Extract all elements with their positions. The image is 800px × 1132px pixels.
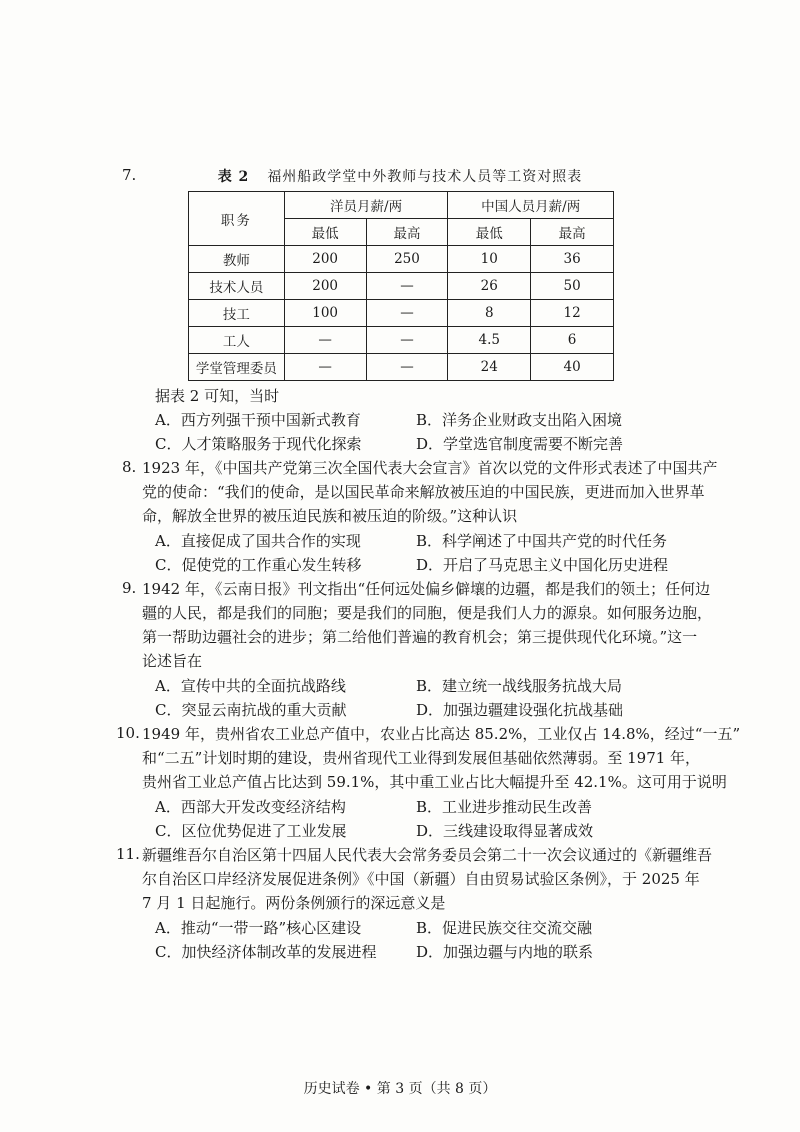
- question-8-number: 8.: [122, 458, 137, 476]
- question-9-option-a[interactable]: A．宣传中共的全面抗战路线: [155, 677, 346, 695]
- table-label: 表 2: [217, 169, 250, 185]
- row-chinese-min: 4.5: [448, 327, 531, 354]
- row-foreign-min: 200: [284, 246, 366, 273]
- row-chinese-max: 40: [531, 354, 614, 381]
- question-10-option-d[interactable]: D．三线建设取得显著成效: [416, 822, 594, 840]
- question-10-line: 贵州省工业总产值占比达到 59.1%，其中重工业占比大幅提升至 42.1%。这可用于说明: [142, 773, 727, 791]
- row-chinese-max: 36: [531, 246, 614, 273]
- row-foreign-max: —: [366, 300, 448, 327]
- wage-table: [188, 191, 614, 381]
- question-10-line: 1949 年，贵州省农工业总产值中，农业占比高达 85.2%，工业仅占 14.8%，经过“一五”: [142, 725, 741, 743]
- row-role: 技工: [189, 300, 285, 327]
- row-role: 工人: [189, 327, 285, 354]
- table-title: [0, 166, 800, 186]
- row-chinese-min: 26: [448, 273, 531, 300]
- question-9-number: 9.: [122, 579, 137, 597]
- sub-foreign-max: 最高: [366, 219, 448, 246]
- table-row: [189, 246, 614, 273]
- page-footer: 历史试卷 • 第 3 页（共 8 页）: [303, 1081, 497, 1097]
- header-foreign: 洋员月薪/两: [284, 192, 448, 219]
- table-row: [189, 300, 614, 327]
- row-foreign-max: —: [366, 273, 448, 300]
- question-9-line: 1942 年，《云南日报》刊文指出“任何远处偏乡僻壤的边疆，都是我们的领土；任何边: [142, 580, 711, 598]
- question-7-option-b[interactable]: B．洋务企业财政支出陷入困境: [416, 411, 623, 429]
- question-10-option-a[interactable]: A．西部大开发改变经济结构: [155, 798, 346, 816]
- header-role: 职务: [189, 192, 285, 246]
- row-role: 技术人员: [189, 273, 285, 300]
- row-foreign-min: 200: [284, 273, 366, 300]
- row-chinese-max: 12: [531, 300, 614, 327]
- row-foreign-min: —: [284, 327, 366, 354]
- row-chinese-min: 24: [448, 354, 531, 381]
- question-10-number: 10.: [116, 724, 140, 742]
- table-row: [189, 354, 614, 381]
- question-8-line: 命，解放全世界的被压迫民族和被压迫的阶级。”这种认识: [142, 507, 518, 525]
- row-foreign-min: —: [284, 354, 366, 381]
- question-9-line: 论述旨在: [142, 652, 203, 670]
- question-11-line: 7 月 1 日起施行。两份条例颁行的深远意义是: [142, 894, 446, 912]
- question-7-option-a[interactable]: A．西方列强干预中国新式教育: [155, 411, 361, 429]
- question-9-option-c[interactable]: C．突显云南抗战的重大贡献: [155, 701, 347, 719]
- question-8-option-a[interactable]: A．直接促成了国共合作的实现: [155, 532, 361, 550]
- table-title-text: 福州船政学堂中外教师与技术人员等工资对照表: [267, 169, 583, 185]
- question-7-stem: 据表 2 可知，当时: [155, 387, 280, 405]
- sub-chinese-min: 最低: [448, 219, 531, 246]
- question-10-line: 和“二五”计划时期的建设，贵州省现代工业得到发展但基础依然薄弱。至 1971 年，: [142, 749, 701, 767]
- question-9-option-b[interactable]: B．建立统一战线服务抗战大局: [416, 677, 623, 695]
- question-8-option-c[interactable]: C．促使党的工作重心发生转移: [155, 556, 362, 574]
- table-row: [189, 327, 614, 354]
- row-foreign-max: 250: [366, 246, 448, 273]
- question-9-option-d[interactable]: D．加强边疆建设强化抗战基础: [416, 701, 624, 719]
- question-10-option-b[interactable]: B．工业进步推动民生改善: [416, 798, 593, 816]
- question-11-option-c[interactable]: C．加快经济体制改革的发展进程: [155, 943, 377, 961]
- table-row: [189, 273, 614, 300]
- row-role: 学堂管理委员: [189, 354, 285, 381]
- sub-chinese-max: 最高: [531, 219, 614, 246]
- question-8-line: 党的使命：“我们的使命，是以国民革命来解放被压迫的中国民族，更进而加入世界革: [142, 483, 705, 501]
- question-7-option-c[interactable]: C．人才策略服务于现代化探索: [155, 435, 362, 453]
- row-role: 教师: [189, 246, 285, 273]
- question-11-option-d[interactable]: D．加强边疆与内地的联系: [416, 943, 594, 961]
- question-8-option-b[interactable]: B．科学阐述了中国共产党的时代任务: [416, 532, 668, 550]
- question-11-number: 11.: [116, 845, 140, 863]
- table-header-row: [189, 192, 614, 219]
- question-11-option-b[interactable]: B．促进民族交往交流交融: [416, 919, 593, 937]
- row-chinese-min: 8: [448, 300, 531, 327]
- question-9-line: 疆的人民，都是我们的同胞；要是我们的同胞，便是我们人力的源泉。如何服务边胞，: [142, 604, 713, 622]
- question-7-number: 7.: [122, 166, 137, 184]
- row-chinese-max: 6: [531, 327, 614, 354]
- row-foreign-max: —: [366, 354, 448, 381]
- row-chinese-max: 50: [531, 273, 614, 300]
- question-11-line: 新疆维吾尔自治区第十四届人民代表大会常务委员会第二十一次会议通过的《新疆维吾: [142, 846, 713, 864]
- question-8-option-d[interactable]: D．开启了马克思主义中国化历史进程: [416, 556, 669, 574]
- row-foreign-min: 100: [284, 300, 366, 327]
- question-9-line: 第一帮助边疆社会的进步；第二给他们普遍的教育机会；第三提供现代化环境。”这一: [142, 628, 698, 646]
- question-11-line: 尔自治区口岸经济发展促进条例》《中国（新疆）自由贸易试验区条例》，于 2025 年: [142, 870, 700, 888]
- sub-foreign-min: 最低: [284, 219, 366, 246]
- question-11-option-a[interactable]: A．推动“一带一路”核心区建设: [155, 919, 362, 937]
- row-foreign-max: —: [366, 327, 448, 354]
- question-7-option-d[interactable]: D．学堂选官制度需要不断完善: [416, 435, 624, 453]
- row-chinese-min: 10: [448, 246, 531, 273]
- question-8-line: 1923 年，《中国共产党第三次全国代表大会宣言》首次以党的文件形式表述了中国共产: [142, 459, 718, 477]
- question-10-option-c[interactable]: C．区位优势促进了工业发展: [155, 822, 347, 840]
- header-chinese: 中国人员月薪/两: [448, 192, 614, 219]
